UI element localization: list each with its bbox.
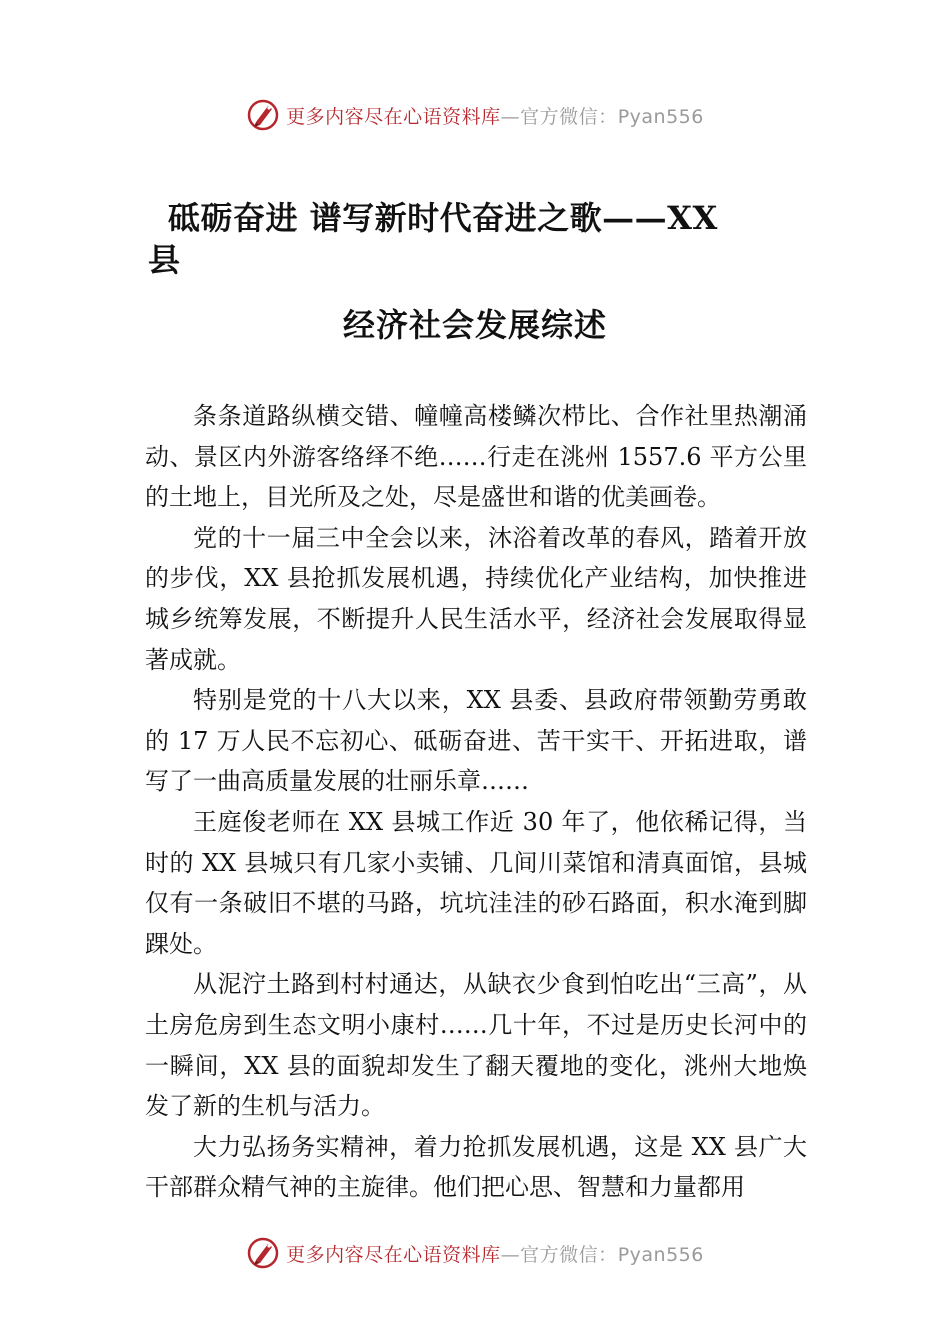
document-body bbox=[145, 396, 807, 1208]
pen-logo-icon bbox=[246, 1236, 280, 1270]
watermark-main-text: 更多内容尽在心语资料库 bbox=[286, 105, 501, 128]
pen-logo-icon bbox=[246, 98, 280, 132]
document-title-line-1: 砥砺奋进 谱写新时代奋进之歌——XX bbox=[168, 199, 718, 237]
body-paragraph-4: 王庭俊老师在 XX 县城工作近 30 年了，他依稀记得，当时的 XX 县城只有几家小卖铺、几间川菜馆和清真面馆，县城仅有一条破旧不堪的马路，坑坑洼洼的砂石路面，积水淹到脚踝处。 bbox=[145, 807, 807, 958]
body-paragraph-3: 特别是党的十八大以来，XX 县委、县政府带领勤劳勇敢的 17 万人民不忘初心、砥砺奋进、苦干实干、开拓进取，谱写了一曲高质量发展的壮丽乐章…… bbox=[145, 686, 807, 796]
body-paragraph-6: 大力弘扬务实精神，着力抢抓发展机遇，这是 XX 县广大干部群众精气神的主旋律。他们把心思、智慧和力量都用 bbox=[145, 1132, 807, 1202]
footer-watermark bbox=[0, 1233, 950, 1273]
watermark-wechat-label: 官方微信： bbox=[520, 105, 618, 128]
watermark-wechat-id: Pyan556 bbox=[617, 1243, 704, 1266]
watermark-text bbox=[286, 102, 704, 129]
document-title-line-3: 经济社会发展综述 bbox=[342, 306, 607, 344]
header-watermark bbox=[0, 95, 950, 135]
body-paragraph-5: 从泥泞土路到村村通达，从缺衣少食到怕吃出“三高”，从土房危房到生态文明小康村……几十年，不过是历史长河中的一瞬间，XX 县的面貌却发生了翻天覆地的变化，洮州大地焕发了新的生机与活力。 bbox=[145, 970, 807, 1121]
watermark-main-text: 更多内容尽在心语资料库 bbox=[286, 1243, 501, 1266]
watermark-text bbox=[286, 1240, 704, 1267]
document-title-line-2: 县 bbox=[148, 241, 181, 279]
watermark-separator: — bbox=[500, 1243, 521, 1266]
watermark-separator: — bbox=[500, 105, 521, 128]
watermark-wechat-label: 官方微信： bbox=[520, 1243, 618, 1266]
watermark-wechat-id: Pyan556 bbox=[617, 105, 704, 128]
body-paragraph-2: 党的十一届三中全会以来，沐浴着改革的春风，踏着开放的步伐，XX 县抢抓发展机遇，持续优化产业结构，加快推进城乡统筹发展，不断提升人民生活水平，经济社会发展取得显著成就。 bbox=[145, 523, 807, 674]
body-paragraph-1: 条条道路纵横交错、幢幢高楼鳞次栉比、合作社里热潮涌动、景区内外游客络绎不绝……行走在洮州 1557.6 平方公里的土地上，目光所及之处，尽是盛世和谐的优美画卷。 bbox=[145, 402, 807, 512]
